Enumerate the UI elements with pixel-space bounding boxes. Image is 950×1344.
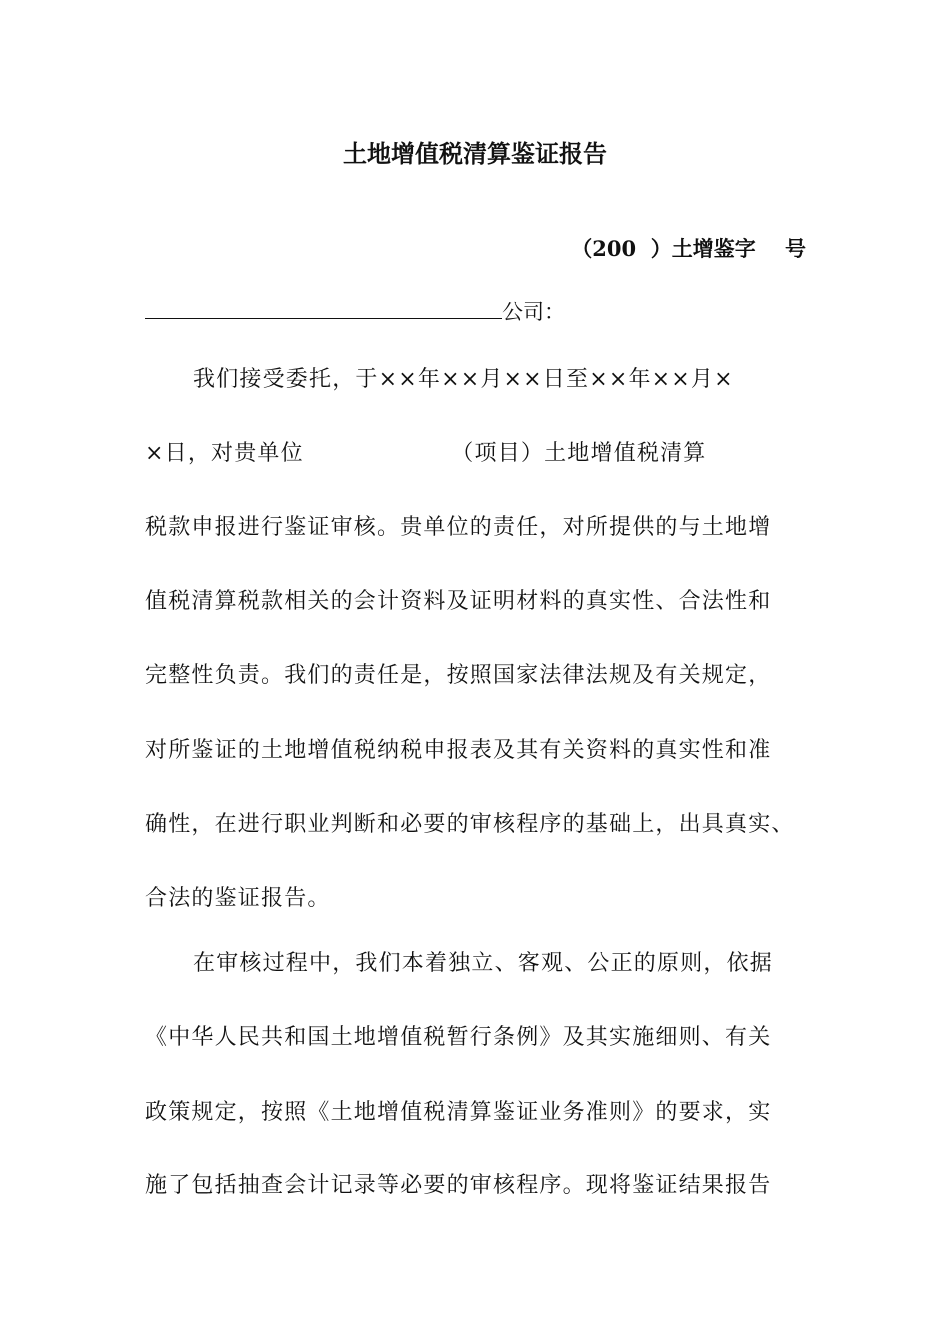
paragraph1-line: 完整性负责。我们的责任是，按照国家法律法规及有关规定，	[145, 663, 772, 688]
paragraph1-line: 税款申报进行鉴证审核。贵单位的责任，对所提供的与土地增	[145, 515, 772, 540]
addressee-line	[145, 296, 565, 326]
document-number: （200 ）土增鉴字 号	[571, 236, 806, 261]
paragraph1-line: 值税清算税款相关的会计资料及证明材料的真实性、合法性和	[145, 589, 772, 614]
addressee-suffix: 公司：	[502, 300, 565, 324]
paragraph2-line: 《中华人民共和国土地增值税暂行条例》及其实施细则、有关	[145, 1025, 772, 1050]
paragraph1-line: 确性，在进行职业判断和必要的审核程序的基础上，出具真实、	[145, 812, 795, 837]
paragraph1-line: 对所鉴证的土地增值税纳税申报表及其有关资料的真实性和准	[145, 738, 772, 763]
document-title: 土地增值税清算鉴证报告	[343, 139, 607, 168]
paragraph2-line: 在审核过程中，我们本着独立、客观、公正的原则，依据	[193, 951, 774, 976]
paragraph1-line: ×日，对贵单位 （项目）土地增值税清算	[145, 441, 707, 466]
paragraph1-line: 我们接受委托，于××年××月××日至××年××月×	[193, 367, 734, 392]
paragraph2-line: 施了包括抽查会计记录等必要的审核程序。现将鉴证结果报告	[145, 1173, 772, 1198]
paragraph1-line: 合法的鉴证报告。	[145, 886, 331, 911]
addressee-blank	[145, 296, 502, 319]
paragraph2-line: 政策规定，按照《土地增值税清算鉴证业务准则》的要求，实	[145, 1100, 772, 1125]
